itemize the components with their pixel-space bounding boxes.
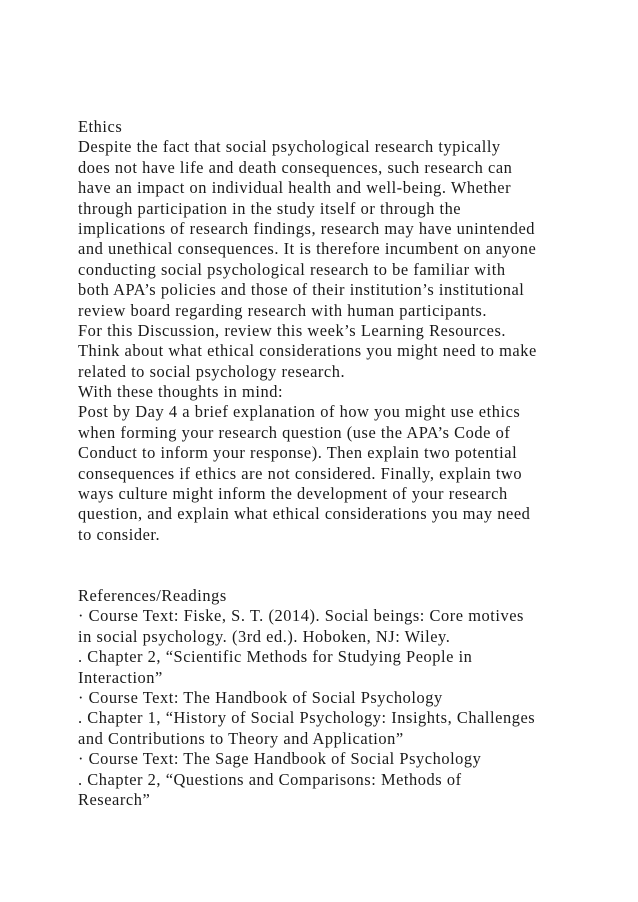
body-line: does not have life and death consequences, such research can	[78, 157, 513, 177]
body-line: have an impact on individual health and well-being. Whether	[78, 178, 512, 198]
reference-line: . Chapter 2, “Questions and Comparisons: Methods of	[78, 769, 462, 789]
body-line: and unethical consequences. It is therefore incumbent on anyone	[78, 239, 537, 259]
body-line: through participation in the study itself or through the	[78, 198, 462, 218]
document-title: Ethics	[78, 117, 123, 136]
reference-line: · Course Text: The Sage Handbook of Social Psychology	[78, 749, 482, 769]
reference-line: Research”	[78, 789, 151, 809]
reference-line: . Chapter 2, “Scientific Methods for Studying People in	[78, 647, 473, 667]
reference-line: in social psychology. (3rd ed.). Hoboken, NJ: Wiley.	[78, 626, 451, 646]
section-spacer	[78, 545, 618, 586]
body-line: With these thoughts in mind:	[78, 382, 284, 402]
references-list	[78, 606, 618, 810]
body-line: when forming your research question (use the APA’s Code of	[78, 422, 511, 442]
body-line: Post by Day 4 a brief explanation of how you might use ethics	[78, 402, 521, 422]
body-line: conducting social psychological research to be familiar with	[78, 259, 506, 279]
document-text	[78, 117, 618, 810]
reference-line: Interaction”	[78, 667, 163, 687]
body-text	[78, 137, 618, 545]
reference-line: · Course Text: Fiske, S. T. (2014). Social beings: Core motives	[78, 606, 524, 626]
body-line: related to social psychology research.	[78, 361, 346, 381]
body-line: Think about what ethical considerations you might need to make	[78, 341, 537, 361]
reference-line: . Chapter 1, “History of Social Psychology: Insights, Challenges	[78, 708, 536, 728]
body-line: Conduct to inform your response). Then explain two potential	[78, 443, 518, 463]
body-line: both APA’s policies and those of their institution’s institutional	[78, 280, 525, 300]
reference-line: · Course Text: The Handbook of Social Psychology	[78, 687, 443, 707]
body-line: question, and explain what ethical considerations you may need	[78, 504, 531, 524]
body-line: review board regarding research with human participants.	[78, 300, 488, 320]
body-line: ways culture might inform the development of your research	[78, 484, 508, 504]
body-line: to consider.	[78, 524, 161, 544]
reference-line: and Contributions to Theory and Application”	[78, 728, 404, 748]
body-line: For this Discussion, review this week’s Learning Resources.	[78, 320, 507, 340]
references-heading: References/Readings	[78, 586, 227, 605]
body-line: implications of research findings, research may have unintended	[78, 218, 536, 238]
body-line: consequences if ethics are not considered. Finally, explain two	[78, 463, 523, 483]
body-line: Despite the fact that social psychological research typically	[78, 137, 501, 157]
